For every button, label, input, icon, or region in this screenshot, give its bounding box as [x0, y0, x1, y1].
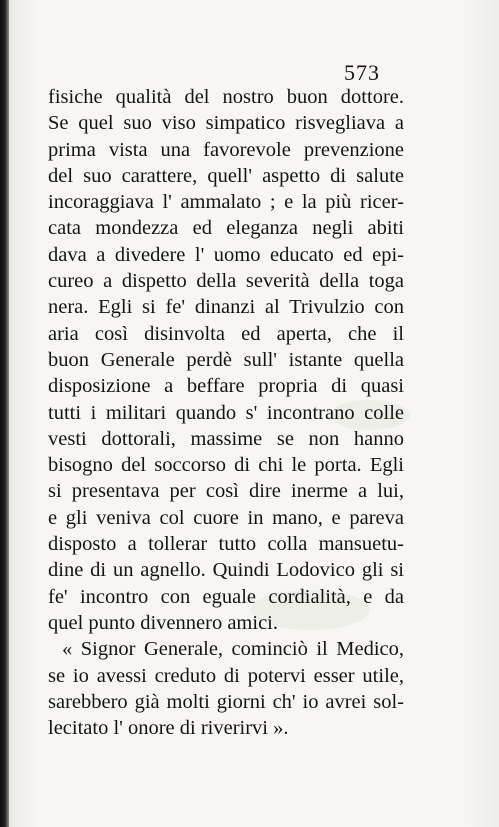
text-line: tutti i militari quando s' incontrano colle	[48, 401, 404, 424]
text-line: si presentava per così dire inerme a lui,	[48, 480, 404, 503]
text-line: e gli veniva col cuore in mano, e pareva	[48, 506, 404, 529]
text-line: fe' incontro con eguale cordialità, e da	[48, 585, 404, 608]
body-text	[48, 84, 404, 741]
text-line: dine di un agnello. Quindi Lodovico gli si	[48, 559, 404, 582]
page-spine-shadow	[0, 0, 9, 827]
text-line: cureo a dispetto della severità della toga	[48, 270, 404, 293]
text-line: Se quel suo viso simpatico risvegliava a	[48, 112, 404, 135]
text-line: lecitato l' onore di riverirvi ».	[48, 717, 289, 740]
text-line: cata mondezza ed eleganza negli abiti	[48, 217, 404, 240]
text-line: aria così disinvolta ed aperta, che il	[48, 322, 404, 345]
text-line: nera. Egli si fe' dinanzi al Trivulzio con	[48, 296, 404, 319]
text-line: vesti dottorali, massime se non hanno	[48, 427, 404, 450]
text-line: disposizione a beffare propria di quasi	[48, 375, 404, 398]
text-line: buon Generale perdè sull' istante quella	[48, 348, 404, 371]
text-line: del suo carattere, quell' aspetto di salute	[48, 164, 404, 187]
text-line: « Signor Generale, cominciò il Medico,	[62, 638, 404, 661]
text-line: bisogno del soccorso di chi le porta. Egli	[48, 454, 404, 477]
text-line: disposto a tollerar tutto colla mansuetu-	[48, 533, 404, 556]
text-line: dava a divedere l' uomo educato ed epi-	[48, 243, 404, 266]
text-line: incoraggiava l' ammalato ; e la più ricer-	[48, 191, 404, 214]
text-line: se io avessi creduto di potervi esser utile,	[48, 664, 404, 687]
text-line: fisiche qualità del nostro buon dottore.	[48, 86, 404, 108]
text-line: prima vista una favorevole prevenzione	[48, 138, 404, 161]
text-line: quel punto divennero amici.	[48, 611, 278, 634]
text-line: sarebbero già molti giorni ch' io avrei sol-	[48, 690, 404, 713]
page-number: 573	[344, 60, 380, 85]
